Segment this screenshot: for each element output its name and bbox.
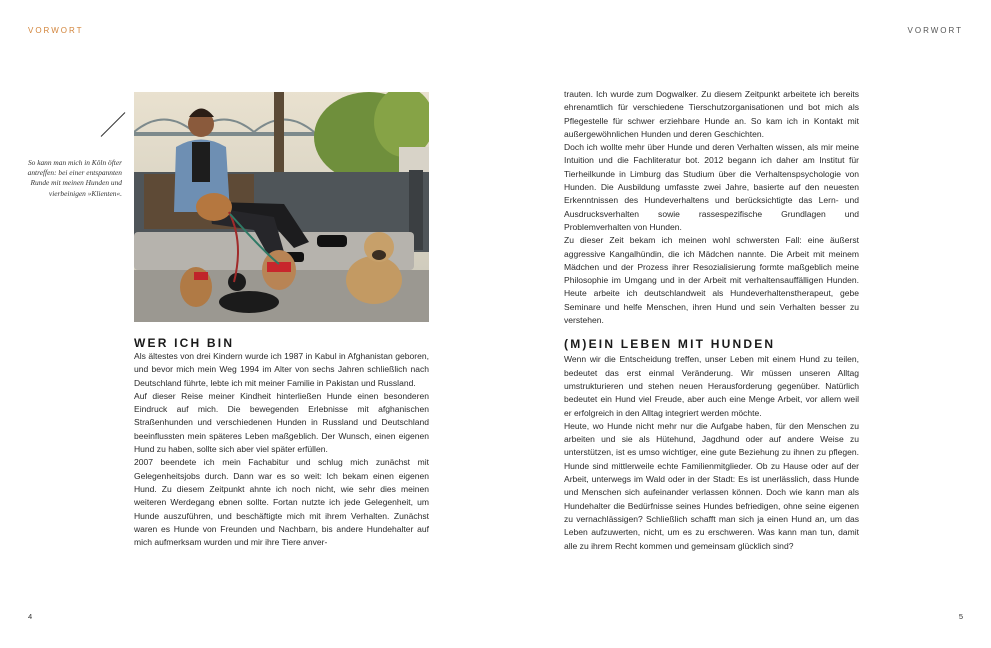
- section-heading-mein-leben-mit-hunden: (M)EIN LEBEN MIT HUNDEN: [564, 337, 776, 352]
- photo-man-with-dogs: [134, 92, 429, 322]
- page-number-left: 4: [28, 612, 33, 621]
- running-head-left: VORWORT: [28, 26, 84, 35]
- caption-pointer-line: [101, 112, 126, 137]
- body-paragraph: Als ältestes von drei Kindern wurde ich 1987 in Kabul in Afghanistan geboren, und bevor mich mein Weg 1994 im Alter von sechs Jahren schließlich nach Deutschland führte, lebte ich mit meiner Familie in Pakistan und Russland.: [134, 351, 429, 388]
- body-paragraph: 2007 beendete ich mein Fachabitur und schlug mich zunächst mit Gelegenheitsjobs durch. Dann war es so weit: Ich bekam einen eigenen Hund. Zu diesem Zeitpunkt ahnte ich noch nicht, wie sehr dies meinen weiteren Werdegang ebnen sollte. Fortan nutzte ich jede Gelegenheit, um Hunde auszuführen, und beschäftigte mich mit ihrem Verhalten. Zunächst waren es Hunde von Freunden und Nachbarn, bis andere Hundehalter auf mich aufmerksam wurden und mir ihre Tiere anver-: [134, 457, 429, 548]
- photo-illustration: [134, 92, 429, 322]
- body-paragraph: Wenn wir die Entscheidung treffen, unser Leben mit einem Hund zu teilen, bedeutet das erst einmal Veränderung. Wir müssen unseren Alltag umstrukturieren und stehen neuen Herausforderung gegenüber. Natürlich bedeutet ein Hund viel Freude, aber auch eine Menge Arbeit, vor allem weil er erfolgreich in den Alltag integriert werden möchte.: [564, 354, 859, 418]
- photo-caption: So kann man mich in Köln öfter antreffen: bei einer entspannten Runde mit meinen Hunden und vierbeinigen »Klienten«.: [27, 158, 122, 198]
- running-head-right: VORWORT: [907, 26, 963, 35]
- section-heading-wer-ich-bin: WER ICH BIN: [134, 336, 235, 350]
- body-paragraph: Heute, wo Hunde nicht mehr nur die Aufgabe haben, für den Menschen zu arbeiten und sie als Hütehund, Jagdhund oder auf andere Weise zu unterstützen, ist es umso wichtiger, eine gute Beziehung zu ihnen zu pflegen. Hunde sind mittlerweile echte Familienmitglieder. Ob zu Hause oder auf der Arbeit, unterwegs im Wald oder in der Stadt: Es ist unerlässlich, dass Hunde und Menschen sich aufeinander verlassen können. Doch wie kann man als Hundehalter die Bedürfnisse seines Hundes befriedigen, ohne seine eigenen zu vernachlässigen? Schließlich schafft man sich ja einen Hund an, um das Leben aufzuwerten, nicht, um es zu erschweren. Was kann man tun, damit alle zu ihrem Recht kommen und gemeinsam glücklich sind?: [564, 420, 859, 551]
- body-paragraph: Doch ich wollte mehr über Hunde und deren Verhalten wissen, als mir meine Intuition und die Fachliteratur bot. 2012 begann ich daher am Institut für Tierheilkunde in Limburg das Studium über die Verhaltenspsychologie von Hunden. Die Ausbildung umfasste zwei Jahre, basierte auf den neuesten Erkenntnissen des Hundeverhaltens und berücksichtigte das Lern- und Ausdrucksverhalten sowie rassespezifische Grundlagen und Problemverhalten von Hunden.: [564, 142, 859, 232]
- body-paragraph: trauten. Ich wurde zum Dogwalker. Zu diesem Zeitpunkt arbeitete ich bereits ehrenamtlich für verschiedene Tierschutzorganisationen und bot mich als Pflegestelle für schwer erziehbare Hunde an. So kam ich in Kontakt mit außergewöhnlichen Hunden und deren Geschichten.: [564, 89, 859, 139]
- body-paragraph: Zu dieser Zeit bekam ich meinen wohl schwersten Fall: eine äußerst aggressive Kangalhündin, die ich Mädchen nannte. Die Arbeit mit meinem Mädchen und der Prozess ihrer Resozialisierung formte maßgeblich meine Philosophie im Umgang und in der Arbeit mit verhaltensauffälligen Hunden. Heute arbeite ich deutschlandweit als Hundeverhaltenstherapeut, gebe Seminare und helfe Menschen, ihren Hund und sein Verhalten besser zu verstehen.: [564, 235, 859, 326]
- right-text-column: [564, 88, 859, 553]
- body-paragraph: Auf dieser Reise meiner Kindheit hinterließen Hunde einen besonderen Eindruck auf mich. Die bewegenden Erlebnisse mit afghanischen Straßenhunden und verschiedenen Hunden in Russland und Deutschland beeinflussten mein späteres Leben maßgeblich. Der Wunsch, einen eigenen Hund zu haben, sollte sich aber viel später erfüllen.: [134, 390, 429, 455]
- page-number-right: 5: [958, 612, 963, 621]
- left-text-column: [134, 336, 429, 549]
